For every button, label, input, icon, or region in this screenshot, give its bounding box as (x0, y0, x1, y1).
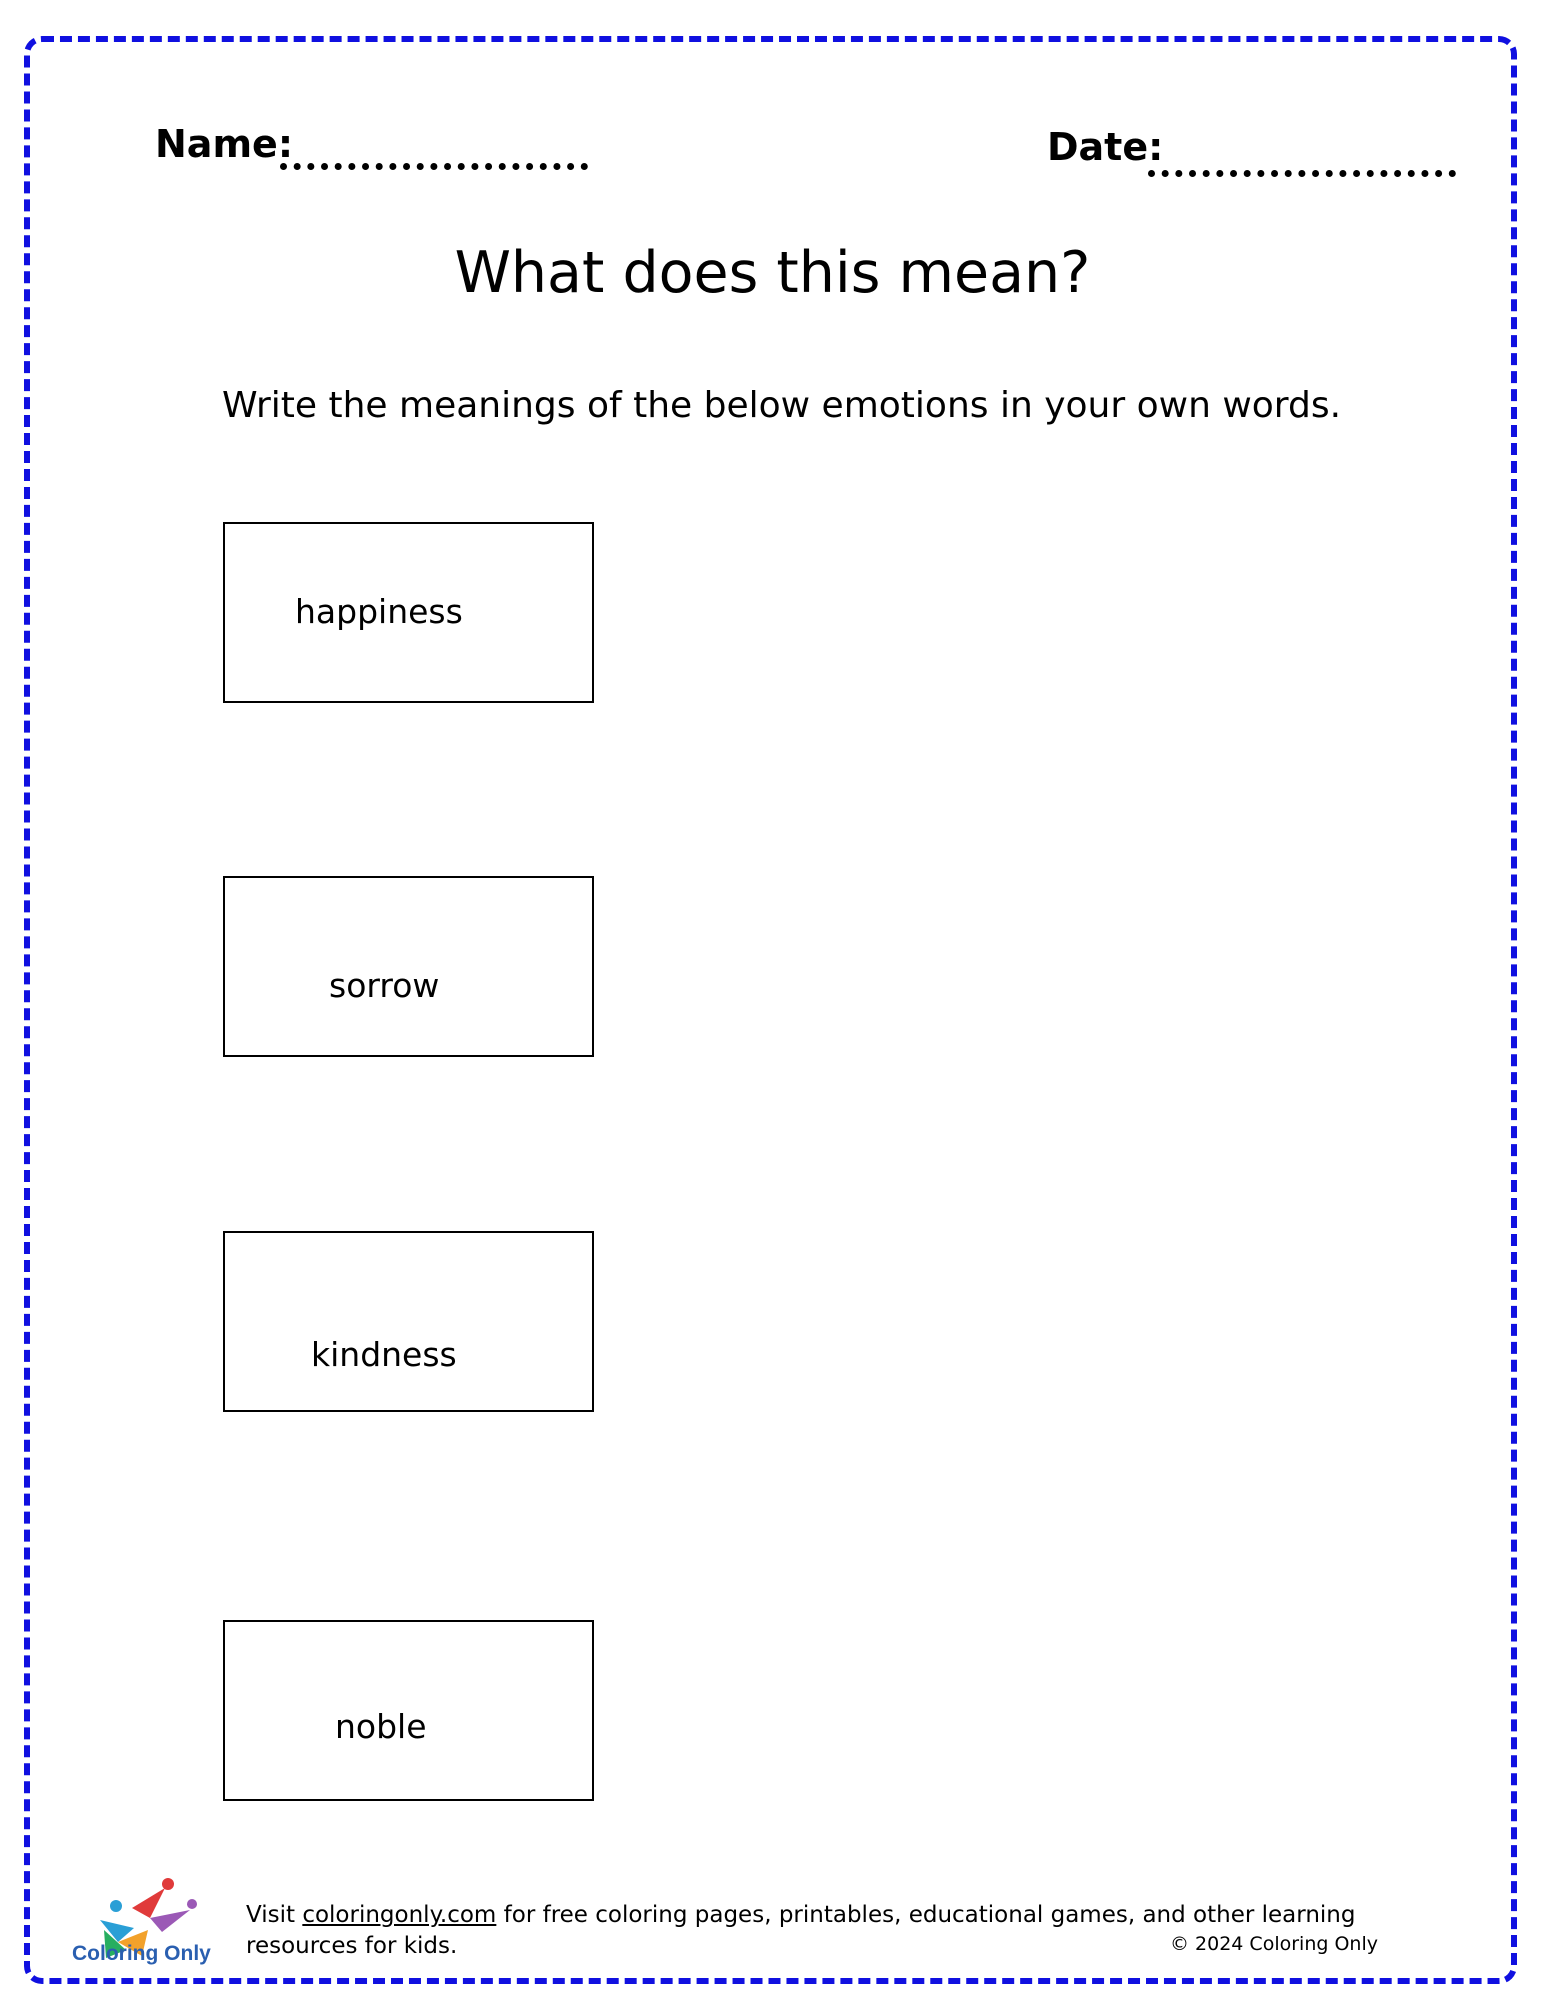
date-field[interactable] (1148, 170, 1456, 177)
instruction-text: Write the meanings of the below emotions in your own words. (222, 385, 1342, 426)
word-box-happiness (223, 522, 594, 703)
word-box-kindness (223, 1231, 594, 1412)
name-label: Name: (155, 122, 294, 166)
coloringonly-link[interactable]: coloringonly.com (302, 1902, 497, 1928)
copyright-text: © 2024 Coloring Only (1170, 1933, 1378, 1955)
footer-suffix: for free coloring pages, printables, educational games, and other learning resources for kids. (246, 1902, 1356, 1959)
name-field[interactable] (280, 163, 588, 170)
word-label: noble (335, 1707, 427, 1746)
word-label: happiness (295, 592, 463, 631)
page-title: What does this mean? (454, 240, 1091, 306)
word-label: sorrow (329, 966, 440, 1005)
date-label: Date: (1047, 125, 1164, 169)
word-box-sorrow (223, 876, 594, 1057)
word-box-noble (223, 1620, 594, 1801)
footer-prefix: Visit (246, 1902, 303, 1928)
logo-text: Coloring Only (72, 1942, 211, 1965)
word-label: kindness (311, 1335, 457, 1374)
